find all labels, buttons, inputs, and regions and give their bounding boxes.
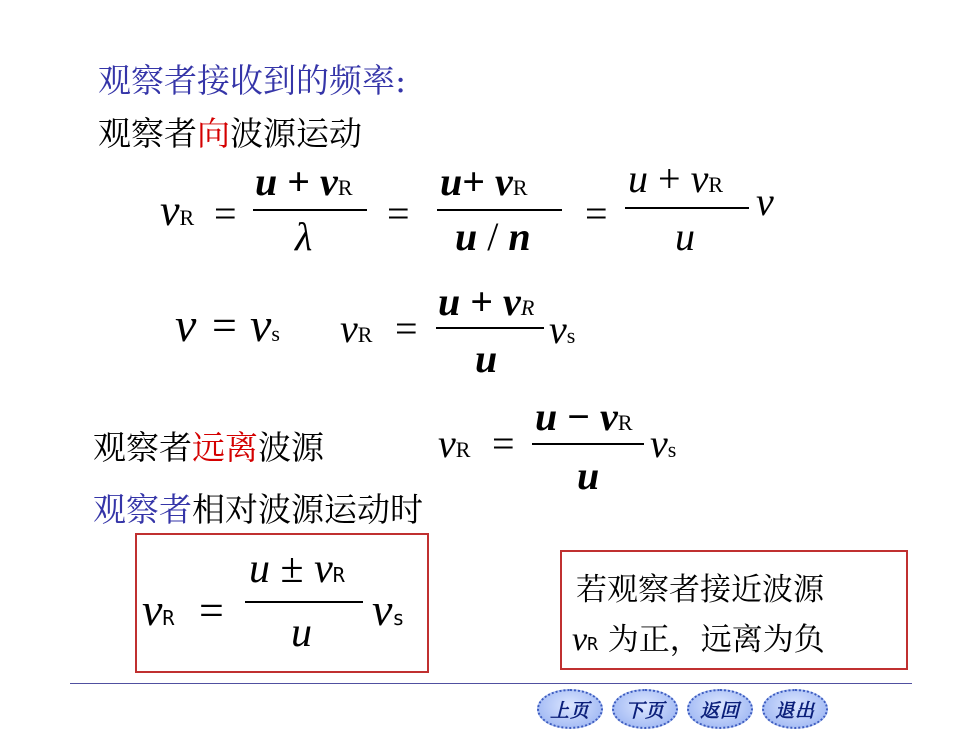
denominator: u [675, 214, 695, 259]
equals-sign: = [199, 586, 224, 635]
fraction-bar [436, 327, 544, 329]
numerator: u ± νR [249, 546, 345, 592]
case-recede-pre: 观察者 [93, 428, 192, 467]
case-approach-post: 波源运动 [230, 114, 362, 153]
general-formula-box [135, 533, 429, 673]
nu-s-symbol: νs [549, 307, 576, 352]
back-button[interactable] [687, 689, 753, 729]
nu-r-symbol: νR [160, 186, 195, 235]
nu-symbol: ν [572, 621, 588, 658]
nu-s-symbol: νs [650, 421, 677, 466]
equals-sign: = [585, 191, 608, 236]
prev-page-button[interactable] [537, 689, 603, 729]
nu-symbol: ν [175, 299, 197, 352]
nu-s-symbol: νs [250, 299, 280, 352]
fraction-bar [245, 601, 363, 603]
note-line-2-text: 为正，远离为负 [607, 622, 825, 658]
nu-s-symbol: νs [372, 584, 405, 635]
general-heading-black: 相对波源运动时 [192, 490, 423, 529]
numerator: u − vR [535, 394, 633, 439]
equals-sign: = [212, 301, 237, 350]
case-recede-post: 波源 [258, 428, 324, 467]
fraction-bar [253, 209, 367, 211]
equals-sign: = [214, 191, 237, 236]
note-line-2 [572, 614, 825, 659]
fraction-bar [625, 207, 749, 209]
case-recede-red: 远离 [192, 428, 258, 467]
numerator: u+ vR [440, 159, 528, 204]
numerator: u + νR [628, 156, 724, 201]
prev-page-label: 上页 [549, 699, 590, 722]
case-approach-heading [98, 108, 362, 155]
denominator: u [577, 453, 600, 498]
denominator: u [291, 610, 312, 656]
general-heading-blue: 观察者 [93, 490, 192, 529]
equals-sign: = [492, 421, 515, 466]
denominator: u [475, 336, 498, 381]
next-page-button[interactable] [612, 689, 678, 729]
nu-r-symbol: νR [438, 421, 471, 466]
lambda-symbol: λ [295, 214, 313, 259]
equals-sign: = [387, 191, 410, 236]
exit-label: 退出 [774, 699, 815, 722]
next-page-label: 下页 [624, 699, 665, 722]
nu-subscript: R [587, 634, 598, 655]
numerator: u + vR [438, 279, 535, 324]
back-label: 返回 [699, 699, 740, 722]
case-approach-pre: 观察者 [98, 114, 197, 153]
fraction-bar [532, 443, 644, 445]
sign-convention-note [560, 550, 908, 670]
nu-r-symbol: νR [340, 306, 373, 351]
denominator: u / n [455, 214, 531, 259]
nu-r-symbol: νR [142, 584, 175, 635]
case-approach-red: 向 [197, 114, 230, 153]
equals-sign: = [395, 306, 418, 351]
nu-symbol: ν [756, 179, 774, 224]
footer-divider [70, 683, 912, 684]
fraction-bar [437, 209, 562, 211]
note-line-1: 若观察者接近波源 [576, 572, 824, 608]
numerator: u + vR [255, 159, 353, 204]
case-recede-heading [93, 422, 324, 469]
exit-button[interactable] [762, 689, 828, 729]
slide-title: 观察者接收到的频率: [98, 61, 407, 100]
general-heading [93, 484, 423, 531]
